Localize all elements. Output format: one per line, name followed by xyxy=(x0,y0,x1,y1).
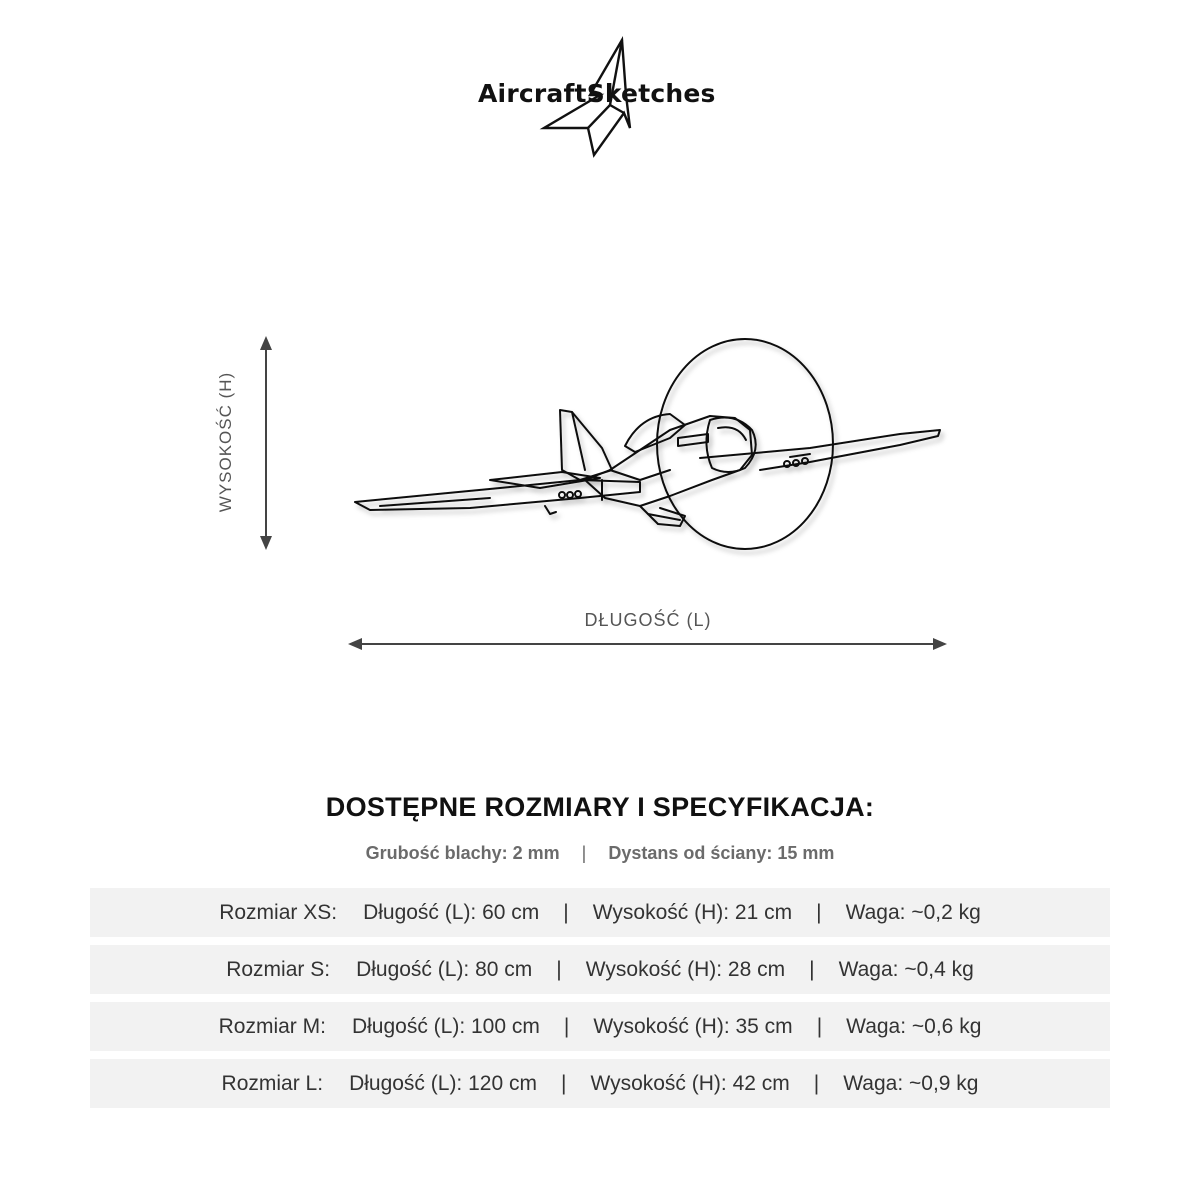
size-name: Rozmiar L: xyxy=(221,1071,324,1095)
separator: | xyxy=(563,900,569,924)
separator: | xyxy=(809,957,815,981)
size-row-s xyxy=(90,945,1110,994)
vertical-double-arrow-icon xyxy=(260,336,272,550)
specs-subline xyxy=(0,843,1200,864)
size-row-l xyxy=(90,1059,1110,1108)
horizontal-double-arrow-icon xyxy=(348,638,947,650)
length-value: Długość (L): 80 cm xyxy=(356,957,533,981)
weight-value: Waga: ~0,2 kg xyxy=(845,900,981,924)
separator: | xyxy=(813,1071,820,1095)
size-name: Rozmiar S: xyxy=(226,957,331,981)
separator: | xyxy=(560,1071,567,1095)
sizes-table xyxy=(90,888,1110,1116)
size-row-m xyxy=(90,1002,1110,1051)
specs-heading: DOSTĘPNE ROZMIARY I SPECYFIKACJA: xyxy=(325,792,875,822)
weight-value: Waga: ~0,6 kg xyxy=(846,1014,982,1038)
height-value: Wysokość (H): 42 cm xyxy=(590,1071,790,1095)
separator: | xyxy=(563,1014,570,1038)
height-value: Wysokość (H): 21 cm xyxy=(592,900,793,924)
distance-text: Dystans od ściany: 15 mm xyxy=(608,843,835,863)
height-label: WYSOKOŚĆ (H) xyxy=(216,371,235,513)
logo-text: AircraftSketches xyxy=(478,79,716,108)
height-value: Wysokość (H): 28 cm xyxy=(585,957,786,981)
separator: | xyxy=(816,900,822,924)
length-label: DŁUGOŚĆ (L) xyxy=(584,610,712,630)
size-row-xs xyxy=(90,888,1110,937)
separator: | xyxy=(581,843,587,863)
length-value: Długość (L): 120 cm xyxy=(349,1071,537,1095)
weight-value: Waga: ~0,4 kg xyxy=(838,957,974,981)
aircraft-silhouette-icon xyxy=(340,330,960,570)
length-value: Długość (L): 100 cm xyxy=(351,1014,540,1038)
height-value: Wysokość (H): 35 cm xyxy=(593,1014,793,1038)
separator: | xyxy=(816,1014,823,1038)
thickness-text: Grubość blachy: 2 mm xyxy=(365,843,560,863)
separator: | xyxy=(556,957,562,981)
size-name: Rozmiar XS: xyxy=(219,900,338,924)
length-value: Długość (L): 60 cm xyxy=(363,900,540,924)
size-name: Rozmiar M: xyxy=(218,1014,326,1038)
weight-value: Waga: ~0,9 kg xyxy=(843,1071,979,1095)
